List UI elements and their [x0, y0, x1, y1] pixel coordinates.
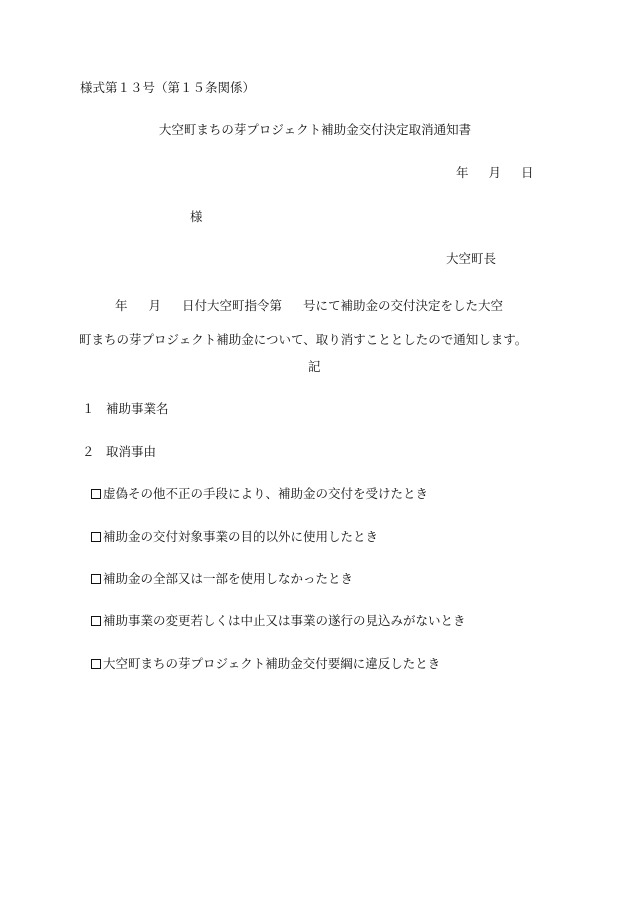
reason-row [91, 531, 378, 544]
reason-label: 補助金の交付対象事業の目的以外に使用したとき [103, 529, 379, 544]
date-month: 月 [488, 165, 502, 180]
form-number: 様式第１３号（第１５条関係） [80, 80, 256, 95]
reason-label: 補助金の全部又は一部を使用しなかったとき [103, 571, 354, 586]
checkbox[interactable] [91, 489, 101, 499]
item-project-name [82, 403, 169, 416]
body-line-1 [115, 300, 503, 313]
checkbox[interactable] [91, 659, 101, 669]
checkbox[interactable] [91, 574, 101, 584]
body-ref-text: 日付大空町指令第 [182, 298, 283, 313]
reason-label: 補助事業の変更若しくは中止又は事業の遂行の見込みがないとき [103, 613, 466, 628]
issuer: 大空町長 [446, 251, 497, 266]
reason-label: 大空町まちの芽プロジェクト補助金交付要綱に違反したとき [103, 656, 441, 671]
body-ref-text-2: 号にて補助金の交付決定をした大空 [303, 298, 504, 313]
date-line [456, 167, 534, 180]
reason-row [91, 615, 466, 628]
date-year: 年 [456, 165, 469, 180]
ki-heading: 記 [308, 359, 321, 374]
item-number: ２ [82, 444, 95, 459]
document-title: 大空町まちの芽プロジェクト補助金交付決定取消通知書 [158, 122, 472, 137]
item-label: 取消事由 [106, 444, 157, 459]
checkbox[interactable] [91, 532, 101, 542]
item-number: １ [82, 401, 95, 416]
reason-row [91, 573, 353, 586]
item-label: 補助事業名 [106, 401, 169, 416]
body-line-2: 町まちの芽プロジェクト補助金について、取り消すこととしたので通知します。 [79, 332, 528, 347]
checkbox[interactable] [91, 616, 101, 626]
date-day: 日 [521, 165, 534, 180]
body-month: 月 [148, 298, 162, 313]
addressee: 様 [190, 209, 203, 224]
item-cancel-reason [82, 446, 156, 459]
reason-label: 虚偽その他不正の手段により、補助金の交付を受けたとき [103, 486, 429, 501]
body-year: 年 [115, 298, 128, 313]
reason-row [91, 658, 440, 671]
reason-row [91, 488, 428, 501]
